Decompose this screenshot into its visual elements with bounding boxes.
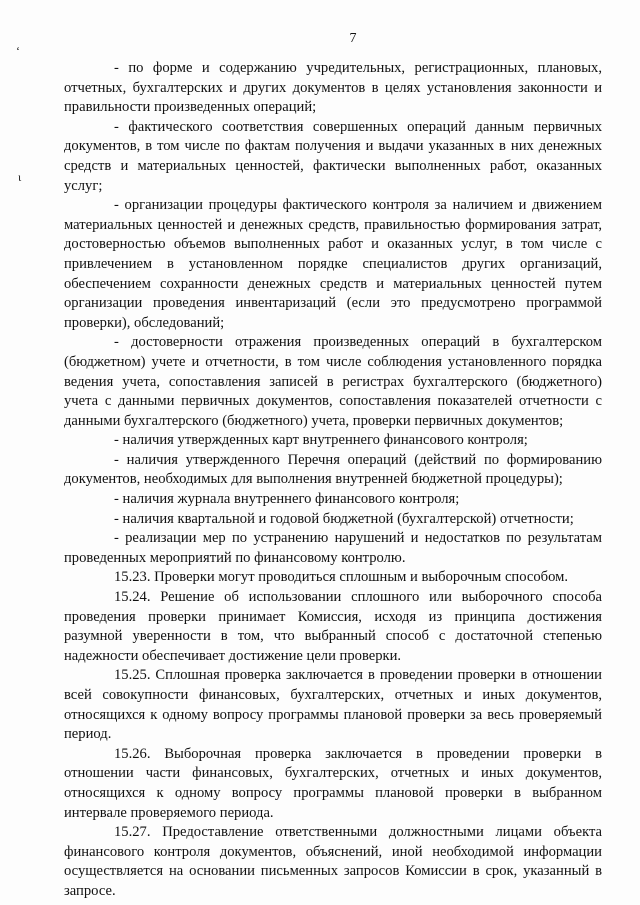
numbered-clause: 15.27. Предоставление ответственными должностными лицами объекта финансового контроля документов, объяснений, иной необходимой информации осуществляется на основании письменных запросов Комиссии в срок, указанный в запросе.: [64, 824, 602, 899]
list-item: - наличия квартальной и годовой бюджетной (бухгалтерской) отчетности;: [114, 510, 574, 527]
numbered-clause: 15.26. Выборочная проверка заключается в проведении проверки в отношении части финансовых, бухгалтерских, отчетных и иных документов, относящихся к одному вопросу программы плановой проверки в выбранном интервале проверяемого периода.: [64, 745, 602, 821]
list-item: - организации процедуры фактического контроля за наличием и движением материальных ценностей и денежных средств, правильностью формирования затрат, достоверностью объемов выполненных работ и оказанных услуг, в том числе с привлечением в установленном порядке специалистов других организаций, обеспечением сохранности денежных средств и материальных ценностей путем организации проведения инвентаризаций (если это предусмотрено программой проверки), обследований;: [64, 197, 602, 331]
numbered-clause: 15.25. Сплошная проверка заключается в проведении проверки в отношении всей совокупности финансовых, бухгалтерских, отчетных и иных документов, относящихся к одному вопросу программы плановой проверки за весь проверяемый период.: [64, 667, 602, 743]
page-number: 7: [349, 31, 357, 46]
list-item: - достоверности отражения произведенных операций в бухгалтерском (бюджетном) учете и отчетности, в том числе соблюдения установленного порядка ведения учета, сопоставления записей в регистрах бухгалтерского (бюджетного) учета с данными первичных документов, сопоставления показателей отчетности с данными бухгалтерского (бюджетного) учета, проверки первичных документов;: [64, 334, 602, 429]
numbered-clause: 15.23. Проверки могут проводиться сплошным и выборочным способом.: [114, 569, 568, 586]
list-item: - фактического соответствия совершенных операций данным первичных документов, в том числе по фактам получения и выдачи указанных в них денежных средств и материальных ценностей, фактически выполненных работ, оказанных услуг;: [64, 118, 602, 194]
list-item: - наличия утвержденного Перечня операций (действий по формированию документов, необходимых для выполнения внутренней бюджетной процедуры);: [64, 451, 602, 488]
document-body: [64, 59, 602, 902]
list-item: - реализации мер по устранению нарушений и недостатков по результатам проведенных мероприятий по финансовому контролю.: [64, 530, 602, 566]
list-item: - по форме и содержанию учредительных, регистрационных, плановых, отчетных, бухгалтерских и других документов в целях установления законности и правильности произведенных операций;: [64, 60, 602, 116]
margin-mark: ʻ: [16, 44, 20, 58]
numbered-clause: 15.24. Решение об использовании сплошного или выборочного способа проведения проверки принимает Комиссия, исходя из принципа достижения разумной уверенности в том, что выбранный способ с достаточной степенью надежности обеспечивает достижение цели проверки.: [64, 589, 602, 664]
list-item: - наличия утвержденных карт внутреннего финансового контроля;: [114, 432, 528, 449]
margin-mark: ι: [18, 170, 22, 184]
list-item: - наличия журнала внутреннего финансового контроля;: [114, 491, 460, 508]
